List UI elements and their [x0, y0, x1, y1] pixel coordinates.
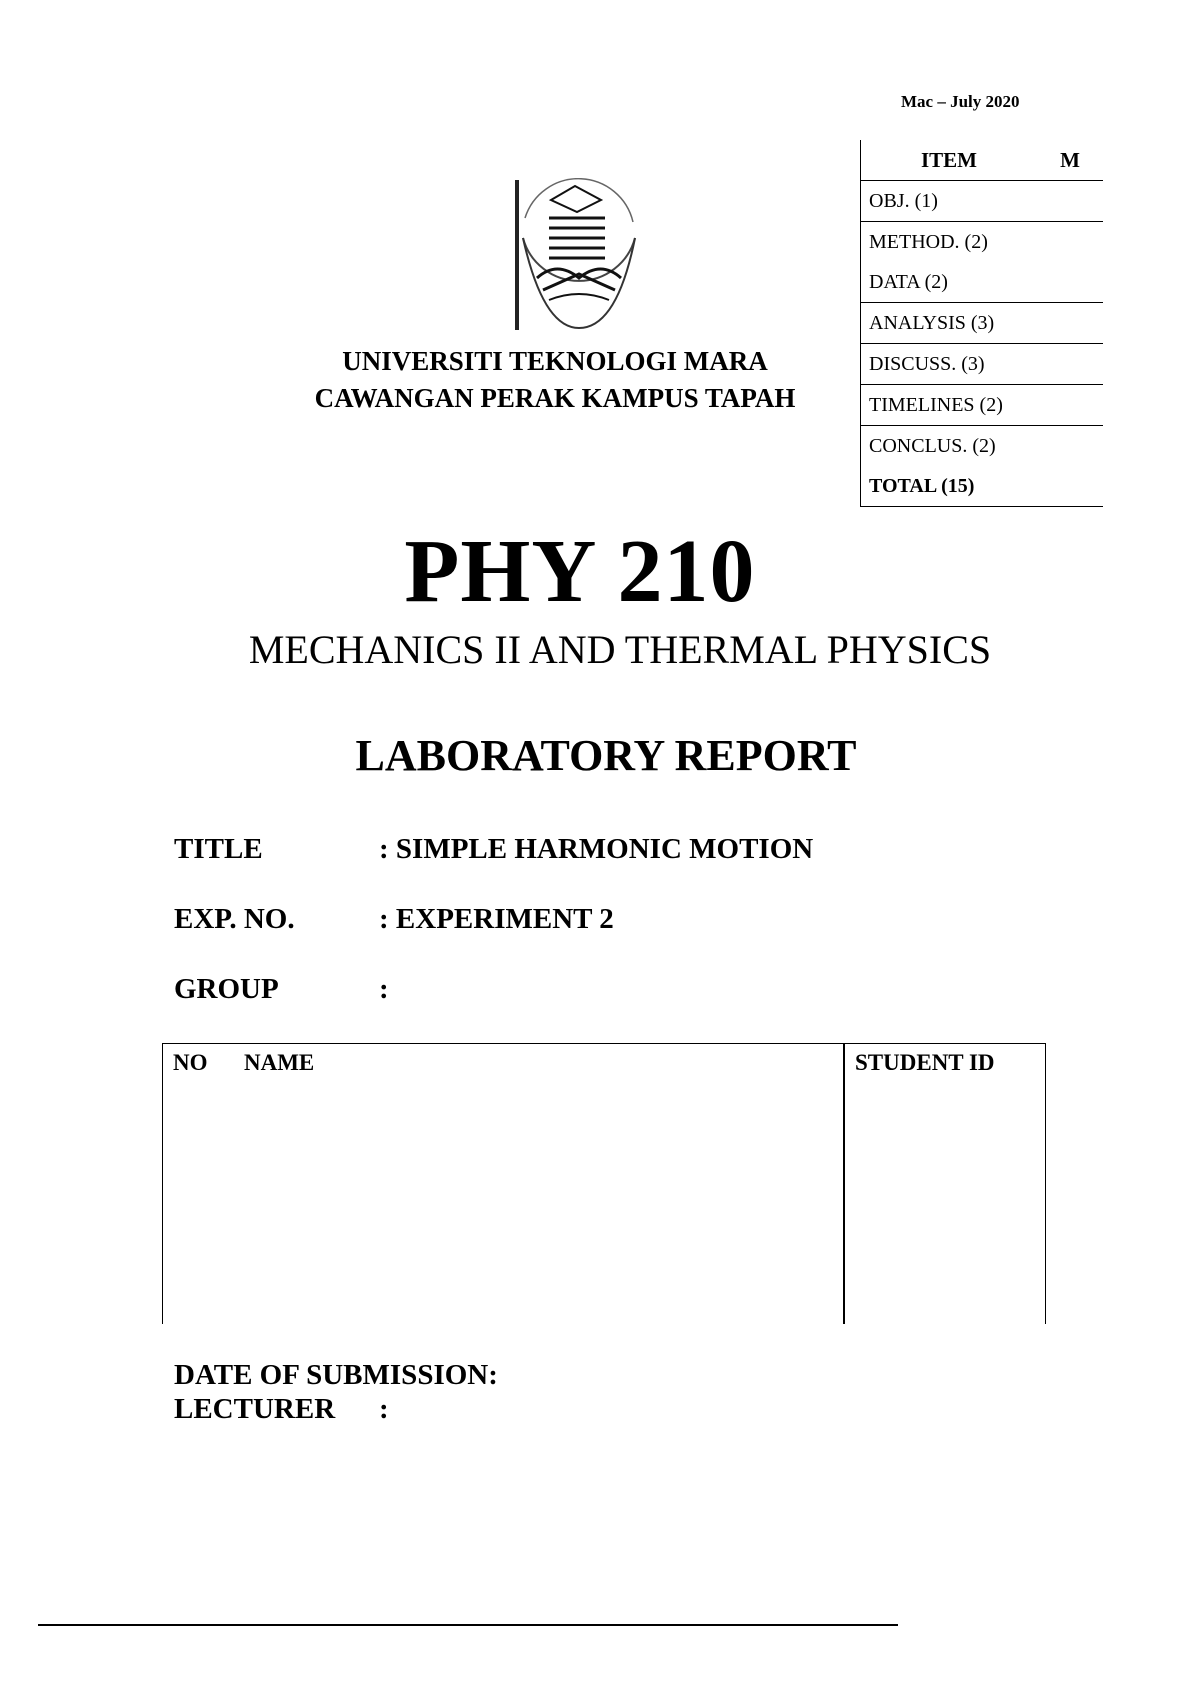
- exp-value: : EXPERIMENT 2: [379, 903, 614, 935]
- marks-row: [861, 385, 1104, 426]
- marks-row: [861, 303, 1104, 344]
- exp-label: EXP. NO.: [174, 903, 295, 935]
- institution-name: [260, 343, 850, 417]
- report-title: LABORATORY REPORT: [355, 731, 857, 780]
- group-label: GROUP: [174, 973, 279, 1005]
- column-divider: [843, 1044, 845, 1324]
- title-label: TITLE: [174, 833, 263, 865]
- marks-cell: [1037, 303, 1103, 344]
- marks-row: [861, 262, 1104, 303]
- marks-item: TIMELINES (2): [861, 385, 1038, 426]
- group-row: [174, 973, 389, 1006]
- marks-total-row: [861, 466, 1104, 507]
- col-no-header: NO: [173, 1050, 208, 1075]
- marks-table: [860, 140, 1103, 507]
- date-of-submission-label: DATE OF SUBMISSION:: [174, 1359, 498, 1391]
- marks-row: [861, 181, 1104, 222]
- marks-cell: [1037, 385, 1103, 426]
- marks-item: DISCUSS. (3): [861, 344, 1038, 385]
- col-name-header: NAME: [244, 1050, 315, 1075]
- lecturer-row: [174, 1392, 498, 1426]
- exp-row: [174, 903, 614, 936]
- title-row: [174, 833, 813, 866]
- marks-item: OBJ. (1): [861, 181, 1038, 222]
- marks-cell: [1037, 426, 1103, 467]
- session-label: Mac – July 2020: [901, 92, 1020, 111]
- bottom-rule: [38, 1624, 898, 1626]
- marks-item: CONCLUS. (2): [861, 426, 1038, 467]
- marks-cell: [1037, 222, 1103, 263]
- title-value: : SIMPLE HARMONIC MOTION: [379, 833, 814, 865]
- marks-table-header: [861, 140, 1104, 181]
- group-value: :: [379, 973, 389, 1005]
- marks-cell: [1037, 262, 1103, 303]
- marks-header-mark: M: [1037, 140, 1103, 181]
- university-logo: [513, 178, 643, 336]
- students-table: [162, 1043, 1046, 1324]
- institution-line-2: CAWANGAN PERAK KAMPUS TAPAH: [314, 383, 796, 413]
- marks-row: [861, 222, 1104, 263]
- marks-total-item: TOTAL (15): [861, 466, 1038, 507]
- marks-cell: [1037, 181, 1103, 222]
- marks-item: METHOD. (2): [861, 222, 1038, 263]
- marks-header-item: ITEM: [861, 140, 1038, 181]
- marks-item: ANALYSIS (3): [861, 303, 1038, 344]
- marks-item: DATA (2): [861, 262, 1038, 303]
- course-name: MECHANICS II AND THERMAL PHYSICS: [248, 627, 992, 672]
- marks-cell: [1037, 344, 1103, 385]
- lecturer-value: :: [379, 1393, 389, 1425]
- col-id-header: STUDENT ID: [855, 1050, 995, 1075]
- marks-total-cell: [1037, 466, 1103, 507]
- lecturer-label: LECTURER: [174, 1393, 336, 1425]
- marks-row: [861, 426, 1104, 467]
- marks-row: [861, 344, 1104, 385]
- footer-section: [174, 1358, 498, 1426]
- course-code: PHY 210: [404, 522, 756, 621]
- institution-line-1: UNIVERSITI TEKNOLOGI MARA: [342, 346, 768, 376]
